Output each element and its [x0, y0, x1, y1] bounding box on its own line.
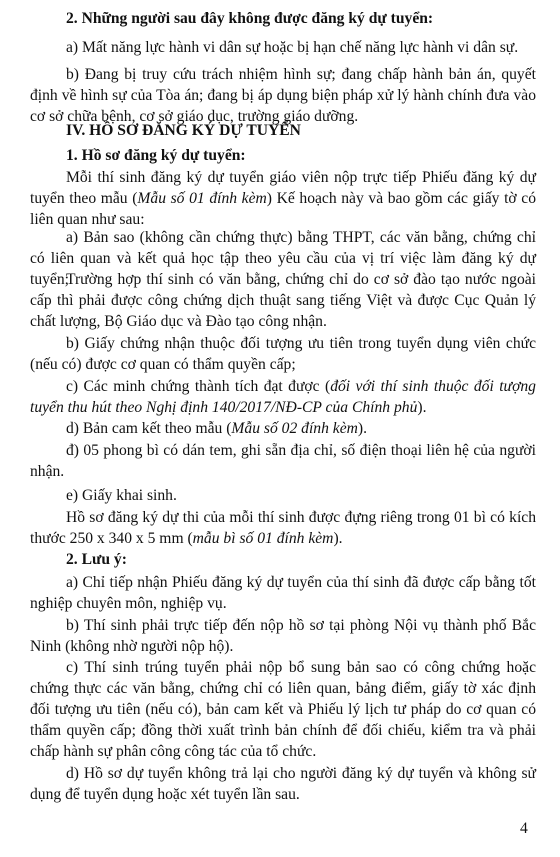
envelope-reference: mẫu bì số 01 đính kèm	[192, 530, 334, 547]
item-b: b) Giấy chứng nhận thuộc đối tượng ưu tiên trong tuyển dụng viên chức (nếu có) được cơ quan có thẩm quyền cấp;	[30, 335, 536, 373]
form-2-reference: Mẫu số 02 đính kèm	[231, 420, 358, 437]
item-d: d) Bản cam kết theo mẫu (Mẫu số 02 đính kèm).	[66, 420, 367, 437]
section-4-heading: IV. HỒ SƠ ĐĂNG KÝ DỰ TUYỂN	[66, 122, 301, 139]
item-a: a) Bản sao (không cần chứng thực) bằng THPT, các văn bằng, chứng chỉ có liên quan và kết quả học tập theo yêu cầu của vị trí việc làm đăng ký dự tuyển;	[30, 229, 536, 288]
subsection-2-heading: 2. Lưu ý:	[66, 551, 127, 568]
note-d: d) Hồ sơ dự tuyển không trả lại cho người đăng ký dự tuyển và không sử dụng để tuyển dụng hoặc xét tuyển lần sau.	[30, 765, 536, 803]
envelope-paragraph: Hồ sơ đăng ký dự thi của mỗi thí sinh được đựng riêng trong 01 bì có kích thước 250 x 340 x 5 mm (mẫu bì số 01 đính kèm).	[30, 509, 536, 547]
decree-reference: đối với thí sinh thuộc đối tượng tuyển thu hút theo Nghị định 140/2017/NĐ-CP của Chính phủ	[30, 378, 536, 416]
note-a: a) Chỉ tiếp nhận Phiếu đăng ký dự tuyển của thí sinh đã được cấp bằng tốt nghiệp chuyên môn, nghiệp vụ.	[30, 574, 536, 612]
paragraph-a: a) Mất năng lực hành vi dân sự hoặc bị hạn chế năng lực hành vi dân sự.	[66, 39, 519, 56]
item-e: e) Giấy khai sinh.	[66, 487, 177, 504]
page-number: 4	[520, 820, 528, 837]
note-c: c) Thí sinh trúng tuyển phải nộp bổ sung bản sao có công chứng hoặc chứng thực các văn bằng, chứng chỉ có liên quan, bảng điểm, giấy tờ xác định đối tượng ưu tiên (nếu có), bản cam kết và Phiếu lý lịch tư pháp do cơ quan có thẩm quyền cấp; đồng thời xuất trình bản chính để đối chiếu, kiểm tra và phải chấp hành sự phân công công tác của tổ chức.	[30, 659, 536, 760]
item-dd: đ) 05 phong bì có dán tem, ghi sẵn địa chỉ, số điện thoại liên hệ của người nhận.	[30, 442, 536, 480]
section-2-heading: 2. Những người sau đây không được đăng ký dự tuyển:	[66, 10, 434, 27]
item-a-note: Trường hợp thí sinh có văn bằng, chứng chỉ do cơ sở đào tạo nước ngoài cấp thì phải được công chứng dịch thuật sang tiếng Việt và được Cục Quản lý chất lượng, Bộ Giáo dục và Đào tạo công nhận.	[30, 271, 536, 330]
subsection-1-heading: 1. Hồ sơ đăng ký dự tuyển:	[66, 147, 246, 164]
note-b: b) Thí sinh phải trực tiếp đến nộp hồ sơ tại phòng Nội vụ thành phố Bắc Ninh (không nhờ người nộp hộ).	[30, 617, 536, 655]
intro-paragraph: Mỗi thí sinh đăng ký dự tuyển giáo viên nộp trực tiếp Phiếu đăng ký dự tuyển theo mẫu (Mẫu số 01 đính kèm) Kế hoạch này và bao gồm các giấy tờ có liên quan như sau:	[30, 169, 536, 228]
form-reference: Mẫu số 01 đính kèm	[137, 190, 267, 207]
item-c: c) Các minh chứng thành tích đạt được (đối với thí sinh thuộc đối tượng tuyển thu hút theo Nghị định 140/2017/NĐ-CP của Chính phủ).	[30, 378, 536, 416]
paragraph-b: b) Đang bị truy cứu trách nhiệm hình sự; đang chấp hành bản án, quyết định về hình sự của Tòa án; đang bị áp dụng biện pháp xử lý hành chính đưa vào cơ sở chữa bệnh, cơ sở giáo dục, trường giáo dưỡng.	[30, 66, 536, 125]
